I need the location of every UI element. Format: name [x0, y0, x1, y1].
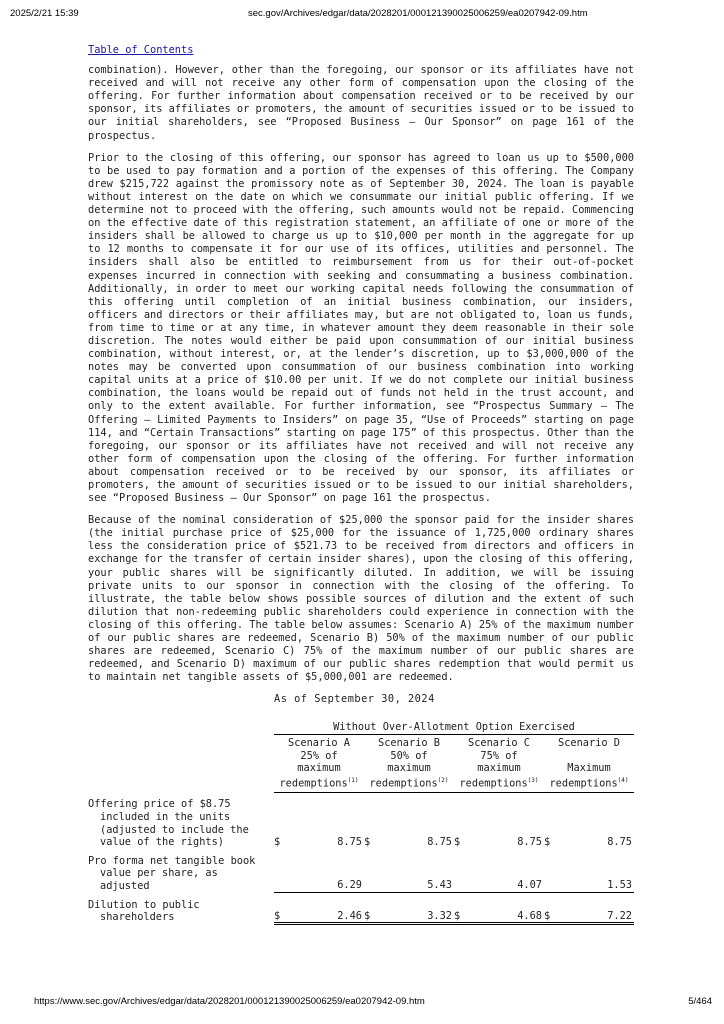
- value-dilution-a: 2.46: [284, 893, 364, 924]
- table-row: [88, 849, 634, 893]
- browser-header: [10, 8, 712, 22]
- value-net-tangible-b: 5.43: [374, 849, 454, 893]
- column-header-scenario-b: Scenario B 50% of maximum redemptions$^{(2)}$: [364, 735, 454, 793]
- paragraph-1: combination). However, other than the foregoing, our sponsor or its affiliates have not received and will not receive any other form of compensation upon the closing of the offering. For further information about compensation received or to be received by our sponsor, its affiliates or promoters, the amount of securities issued or to be issued to our initial shareholders, see “Proposed Business — Our Sponsor” on page 161 of the prospectus.: [88, 64, 634, 142]
- table-row: Dilution to public shareholders $ 2.46 $ 3.32 $ 4.68 $ 7.22: [88, 893, 634, 924]
- dilution-table: [88, 721, 634, 926]
- paragraph-3: Because of the nominal consideration of $25,000 the sponsor paid for the insider shares (the initial purchase price of $25,000 for the issuance of 1,725,000 ordinary shares less the consideration price of $521.73 to be received from directors and officers in exchange for the transfer of certain insider shares), upon the closing of this offering, your public shares will be significantly diluted. In addition, we will be issuing private units to our sponsor in connection with the closing of the offering. To illustrate, the table below shows possible sources of dilution and the extent of such dilution that non-redeeming public shareholders could experience in connection with the closing of this offering. The table below assumes: Scenario A) 25% of the maximum number of our public shares are redeemed, Scenario B) 50% of the maximum number of our public shares are redeemed, Scenario C) 75% of the maximum number of our public shares are redeemed, and Scenario D) maximum of our public shares redemption that would permit us to maintain net tangible assets of $5,000,001 are redeemed.: [88, 514, 634, 684]
- value-dilution-d: 7.22: [554, 893, 634, 924]
- document-body: [88, 44, 634, 925]
- value-offering-price-d: 8.75: [607, 836, 632, 849]
- row-label-dilution: Dilution to public shareholders: [88, 898, 200, 924]
- as-of-date: As of September 30, 2024: [274, 693, 435, 706]
- header-url: sec.gov/Archives/edgar/data/2028201/000121390025006259/ea0207942-09.htm: [248, 8, 588, 19]
- column-header-row: [88, 735, 634, 793]
- value-dilution-b: 3.32: [374, 893, 454, 924]
- value-offering-price-c: 8.75: [517, 836, 542, 849]
- value-net-tangible-a: 6.29: [284, 849, 364, 893]
- print-timestamp: 2025/2/21 15:39: [10, 8, 79, 19]
- paragraph-2: Prior to the closing of this offering, our sponsor has agreed to loan us up to $500,000 to be used to pay formation and a portion of the expenses of this offering. The Company drew $215,722 against the promissory note as of September 30, 2024. The loan is payable without interest on the date on which we consummate our initial public offering. If we determine not to proceed with the offering, such amounts would not be repaid. Commencing on the effective date of this registration statement, an affiliate of one or more of the insiders shall be allowed to charge us up to $10,000 per month in the aggregate for up to 12 months to compensate it for our use of its offices, utilities and personnel. The insiders shall also be entitled to reimbursement from us for their out-of-pocket expenses incurred in connection with seeking and consummating a business combination. Additionally, in order to meet our working capital needs following the consummation of this offering until completion of an initial business combination, our insiders, officers and directors or their affiliates may, but are not obligated to, loan us funds, from time to time or at any time, in whatever amount they deem reasonable in their sole discretion. The notes would either be paid upon consummation of our initial business combination, without interest, or, at the lender’s discretion, up to $3,000,000 of the notes may be converted upon consummation of our business combination into working capital units at a price of $10.00 per unit. If we do not complete our initial business combination, the loans would be repaid out of funds not held in the trust account, and only to the extent available. For further information, see “Prospectus Summary — The Offering — Limited Payments to Insiders” on page 35, “Use of Proceeds” starting on page 114, and “Certain Transactions” starting on page 175” of this prospectus. Other than the foregoing, our sponsor or its affiliates have not received and will not receive any other form of compensation upon the closing of the offering. For further information about compensation received or to be received by our sponsor, its affiliates or promoters, the amount of securities issued or to be issued to our initial shareholders, see “Proposed Business — Our Sponsor” on page 161 the prospectus.: [88, 151, 634, 505]
- row-label-net-tangible-book-value: Pro forma net tangible book value per share, as adjusted: [88, 854, 256, 892]
- column-header-scenario-d: Scenario D Maximum redemptions$^{(4)}$: [544, 735, 634, 793]
- table-group-header: Without Over-Allotment Option Exercised: [274, 721, 634, 735]
- value-offering-price-a: 8.75: [337, 836, 362, 849]
- footer-url: https://www.sec.gov/Archives/edgar/data/2028201/000121390025006259/ea0207942-09.htm: [34, 996, 425, 1007]
- table-row: Offering price of $8.75 included in the units (adjusted to include the value of the rights) $ 8.75 $ 8.75 $ 8.75 $ 8.75: [88, 792, 634, 848]
- value-dilution-c: 4.68: [464, 893, 544, 924]
- row-label-offering-price: Offering price of $8.75 included in the units (adjusted to include the value of the rights): [88, 798, 249, 849]
- value-net-tangible-c: 4.07: [464, 849, 544, 893]
- value-net-tangible-d: 1.53: [554, 849, 634, 893]
- table-of-contents-link[interactable]: Table of Contents: [88, 44, 194, 56]
- browser-footer: [34, 996, 712, 1010]
- page-indicator: 5/464: [688, 996, 712, 1007]
- column-header-scenario-a: Scenario A 25% of maximum redemptions$^{(1)}$: [274, 735, 364, 793]
- value-offering-price-b: 8.75: [427, 836, 452, 849]
- column-header-scenario-c: Scenario C 75% of maximum redemptions$^{(3)}$: [454, 735, 544, 793]
